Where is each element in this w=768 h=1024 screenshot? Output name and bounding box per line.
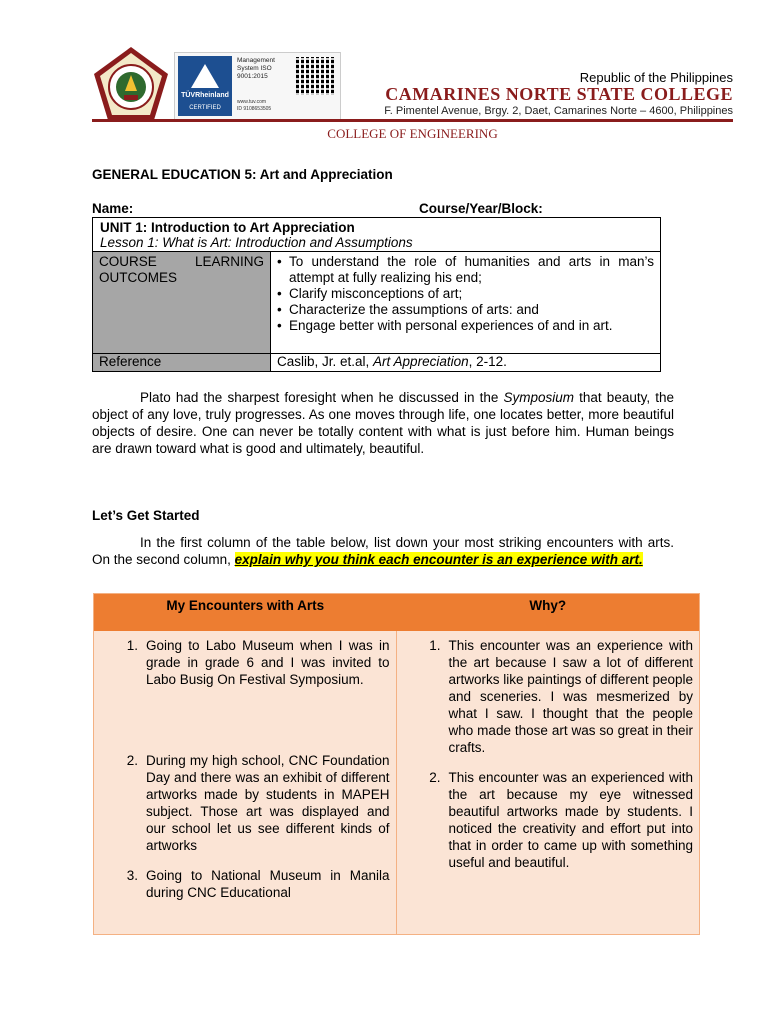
- department-name: COLLEGE OF ENGINEERING: [327, 126, 498, 141]
- list-item: 1. This encounter was an experience with the art because I saw a lot of different artworks like paintings of different people and sceneries. I was mesmerized by what I saw. I thought that the people who made those art was so great in their crafts.: [429, 638, 693, 755]
- republic-text: Republic of the Philippines: [579, 70, 733, 85]
- cert-id-text: www.tuv.com ID 9108653505: [237, 99, 272, 112]
- unit-title: UNIT 1: Introduction to Art Appreciation: [100, 220, 355, 235]
- college-address: F. Pimentel Avenue, Brgy. 2, Daet, Camarines Norte – 4600, Philippines: [384, 105, 733, 117]
- highlighted-instruction: explain why you think each encounter is an experience with art.: [234, 552, 643, 567]
- outcome-item: • Characterize the assumptions of arts: and: [277, 302, 654, 318]
- encounters-column: [94, 631, 397, 934]
- outcomes-list: [277, 254, 654, 334]
- header-divider: [92, 119, 733, 122]
- intro-paragraph: Plato had the sharpest foresight when he discussed in the Symposium that beauty, the object of any love, truly progresses. As one moves through life, one locates better, more beautiful objects of desire. One can never be totally content with what is just before him. Human beings are drawn toward what is good and ultimately, beautiful.: [92, 390, 674, 456]
- cert-system-text: Management System ISO 9001:2015: [237, 57, 275, 80]
- outcomes-row: [93, 252, 660, 354]
- list-item: 3. Going to National Museum in Manila during CNC Educational: [126, 868, 390, 900]
- instruction-paragraph: In the first column of the table below, list down your most striking encounters with arts. On the second column, explain why you think each encounter is an experience with art.: [92, 535, 674, 567]
- reference-value: Caslib, Jr. et.al, Art Appreciation, 2-12.: [277, 354, 507, 369]
- column-header-why: Why?: [529, 598, 567, 613]
- column-header-encounters: My Encounters with Arts: [166, 598, 325, 613]
- lesson-title: Lesson 1: What is Art: Introduction and Assumptions: [100, 235, 413, 250]
- outcome-item: • Clarify misconceptions of art;: [277, 286, 654, 302]
- college-name: CAMARINES NORTE STATE COLLEGE: [385, 84, 733, 104]
- subject-title: GENERAL EDUCATION 5: Art and Appreciation: [92, 167, 393, 182]
- outcome-item: • To understand the role of humanities and arts in man’s attempt at fully realizing his end;: [277, 254, 654, 286]
- reference-label: Reference: [93, 354, 271, 371]
- section-title: Let’s Get Started: [92, 508, 200, 523]
- list-item: 2. During my high school, CNC Foundation Day and there was an exhibit of different artworks made by students in MAPEH subject. Those art was displayed and our school let us see different kinds of artworks: [126, 753, 390, 853]
- why-column: [397, 631, 700, 934]
- reference-row: [93, 354, 660, 371]
- course-year-block-label: Course/Year/Block:: [419, 201, 543, 216]
- encounters-table: [93, 593, 700, 935]
- name-label: Name:: [92, 201, 134, 216]
- list-item: 1. Going to Labo Museum when I was in grade in grade 6 and I was invited to Labo Busig On Festival Symposium.: [126, 638, 390, 687]
- outcome-item: • Engage better with personal experiences of and in art.: [277, 318, 654, 334]
- college-seal-logo: [91, 45, 171, 125]
- unit-info-table: [92, 217, 661, 372]
- list-item: 2. This encounter was an experienced with the art because my eye witnessed beautiful artworks made by students. I noticed the creativity and effort put into that in order to came up with something useful and beautiful.: [429, 770, 693, 870]
- encounters-table-header: [94, 594, 699, 631]
- unit-header-cell: [93, 218, 660, 252]
- outcomes-label: COURSE LEARNING OUTCOMES: [93, 252, 271, 353]
- tuv-logo: TÜVRheinland CERTIFIED: [178, 56, 232, 116]
- iso-certification-badge: [174, 52, 341, 120]
